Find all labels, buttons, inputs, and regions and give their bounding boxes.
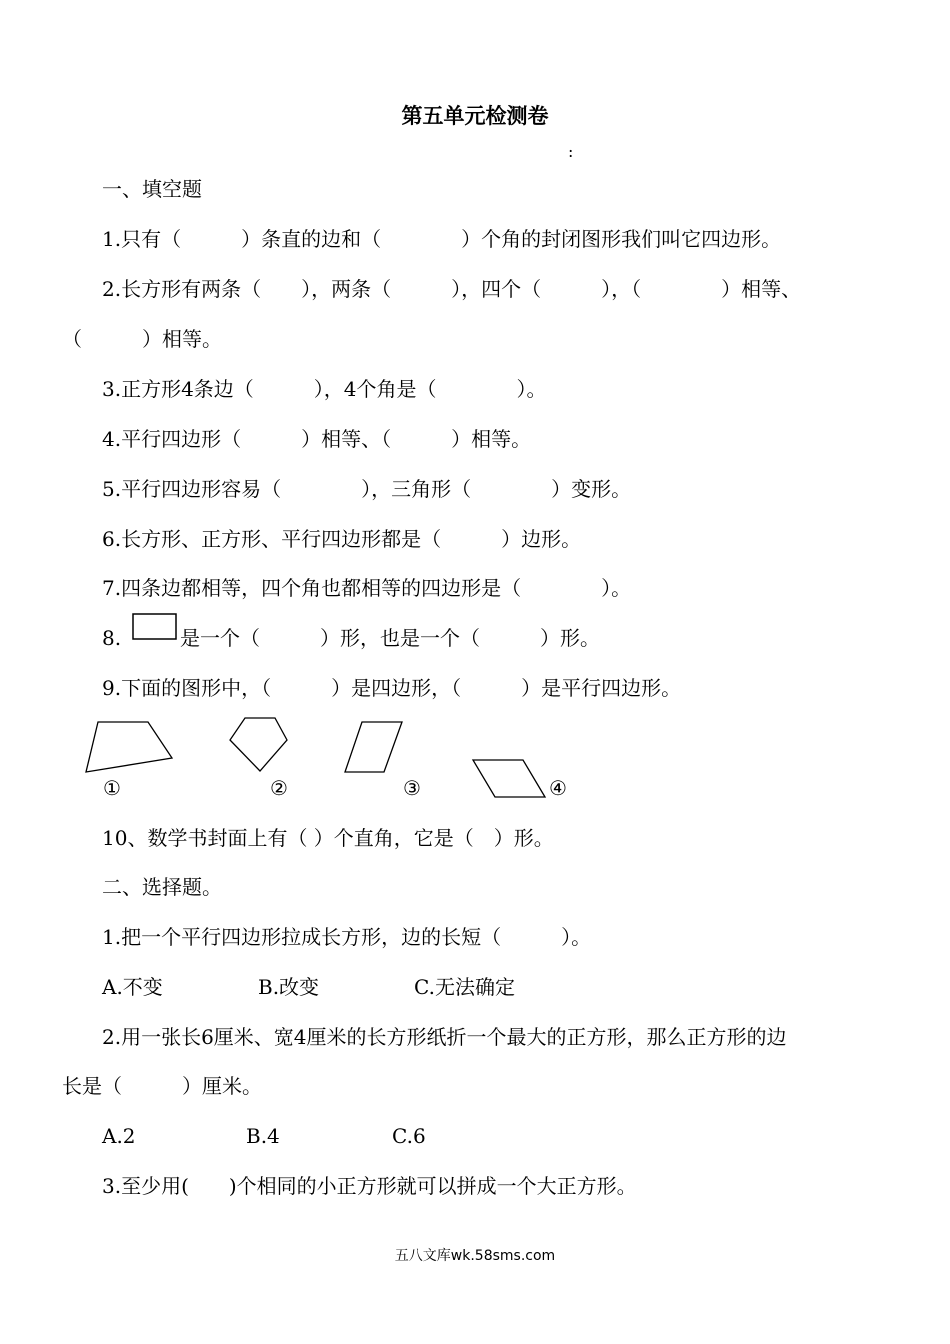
s1-question-9: 9.下面的图形中，（ ）是四边形，（ ）是平行四边形。	[102, 676, 682, 700]
shape-4-label: ④	[549, 776, 567, 800]
shape-3-label: ③	[403, 776, 421, 800]
s1-question-2-line1: 2.长方形有两条（ ），两条（ ），四个（ ），（ ）相等、	[102, 277, 802, 301]
shape-4-parallelogram	[468, 755, 553, 803]
s2-question-1: 1.把一个平行四边形拉成长方形，边的长短（ ）。	[102, 925, 592, 949]
s1-question-7: 7.四条边都相等，四个角也都相等的四边形是（ ）。	[102, 576, 632, 600]
s1-question-1: 1.只有（ ）条直的边和（ ）个角的封闭图形我们叫它四边形。	[102, 227, 782, 251]
subtitle-mark: :	[568, 142, 574, 161]
s2-question-3: 3.至少用( )个相同的小正方形就可以拼成一个大正方形。	[102, 1174, 637, 1198]
shape-1-trapezoid	[80, 715, 180, 780]
shape-2-label: ②	[270, 776, 288, 800]
s1-question-5: 5.平行四边形容易（ ），三角形（ ）变形。	[102, 477, 632, 501]
s2-q2-option-c: C.6	[392, 1124, 426, 1148]
s1-question-4: 4.平行四边形（ ）相等、（ ）相等。	[102, 427, 532, 451]
footer-watermark: 五八文库wk.58sms.com	[394, 1248, 556, 1264]
s2-q1-option-b: B.改变	[258, 975, 320, 999]
section1-heading: 一、填空题	[102, 177, 202, 201]
s2-q1-option-c: C.无法确定	[414, 975, 515, 999]
s1-question-6: 6.长方形、正方形、平行四边形都是（ ）边形。	[102, 527, 582, 551]
shape-2-pentagon	[225, 713, 295, 778]
shape-3-parallelogram	[340, 718, 410, 778]
page-title: 第五单元检测卷	[401, 104, 549, 128]
shape-1-label: ①	[103, 776, 121, 800]
rectangle-figure	[132, 613, 178, 641]
s1-question-8-prefix: 8.	[102, 626, 122, 650]
s1-question-8: 是一个（ ）形，也是一个（ ）形。	[180, 626, 600, 650]
s1-question-10: 10、数学书封面上有（ ）个直角，它是（ ）形。	[102, 826, 554, 850]
s1-question-2-line2: （ ）相等。	[62, 327, 222, 351]
s2-q2-option-a: A.2	[102, 1124, 136, 1148]
s1-question-3: 3.正方形4条边（ ），4个角是（ ）。	[102, 377, 547, 401]
s2-q2-option-b: B.4	[246, 1124, 280, 1148]
s2-q1-option-a: A.不变	[102, 975, 163, 999]
section2-heading: 二、选择题。	[102, 875, 222, 899]
s2-question-2-line1: 2.用一张长6厘米、宽4厘米的长方形纸折一个最大的正方形，那么正方形的边	[102, 1025, 787, 1049]
s2-question-2-line2: 长是（ ）厘米。	[62, 1074, 262, 1098]
